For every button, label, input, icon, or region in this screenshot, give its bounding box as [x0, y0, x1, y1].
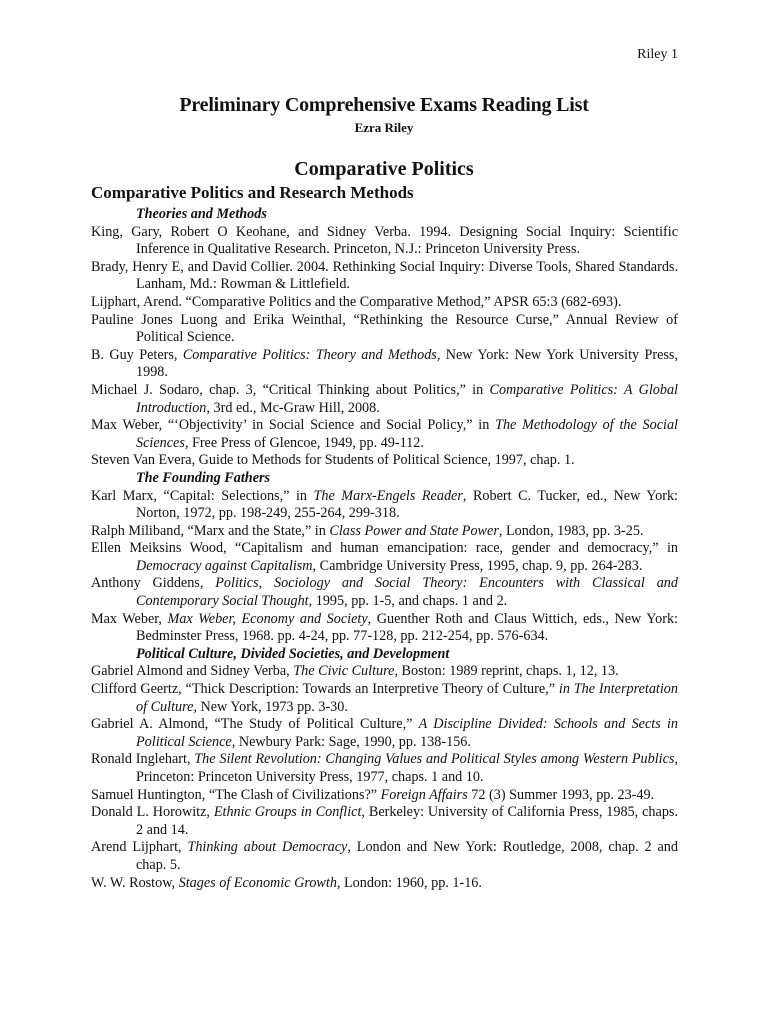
section-heading: Comparative Politics	[294, 158, 474, 180]
citation-text: King, Gary, Robert O Keohane, and Sidney Verba. 1994. Designing Social Inquiry: Scientific Inference in Qualitative Research. Princeton, N.J.: Princeton University Press.	[91, 223, 678, 258]
topic-heading: The Founding Fathers	[136, 469, 271, 486]
citation-title: in The Interpretation of Culture	[136, 681, 678, 715]
citation-entry	[91, 259, 678, 294]
citation-title: Comparative Politics: A Global Introduction	[136, 381, 678, 416]
citation-entry	[91, 751, 678, 786]
citation-title: Foreign Affairs	[380, 786, 468, 803]
citation-text: B. Guy Peters,	[91, 346, 183, 363]
citation-text: , London, 1983, pp. 3-25.	[498, 522, 644, 539]
citation-title: The Silent Revolution: Changing Values and Political Styles among Western Publics	[194, 751, 675, 768]
citation-text: , New York, 1973 pp. 3-30.	[193, 698, 348, 715]
citation-entry	[91, 716, 678, 751]
topic-heading: Political Culture, Divided Societies, and Development	[136, 645, 450, 662]
subsection-heading: Comparative Politics and Research Methods	[91, 183, 414, 202]
citation-entry	[91, 488, 678, 523]
citation-text: Donald L. Horowitz,	[91, 804, 214, 821]
citation-text: , Robert C. Tucker, ed., New York: Norton, 1972, pp. 198-249, 255-264, 299-318.	[136, 487, 678, 522]
citation-title: Democracy against Capitalism	[136, 557, 313, 574]
citation-text: Gabriel A. Almond, “The Study of Political Culture,”	[91, 716, 419, 733]
citation-title: Thinking about Democracy	[187, 839, 348, 856]
citation-title: Comparative Politics: Theory and Methods	[182, 346, 437, 363]
citation-entry	[91, 452, 678, 470]
page-number: Riley 1	[637, 47, 678, 62]
citation-entry	[91, 663, 678, 681]
citation-text: Michael J. Sodaro, chap. 3, “Critical Thinking about Politics,” in	[91, 381, 490, 398]
reading-list	[91, 206, 678, 892]
citation-entry	[91, 312, 678, 347]
citation-entry	[91, 224, 678, 259]
document-title: Preliminary Comprehensive Exams Reading List	[179, 94, 589, 116]
citation-entry	[91, 523, 678, 541]
citation-text: Ralph Miliband, “Marx and the State,” in	[91, 522, 330, 539]
citation-text: 72 (3) Summer 1993, pp. 23-49.	[467, 786, 655, 803]
citation-title: The Civic Culture	[293, 663, 395, 680]
citation-text: Brady, Henry E, and David Collier. 2004. Rethinking Social Inquiry: Diverse Tools, Shared Standards. Lanham, Md.: Rowman & Littlefield.	[91, 258, 678, 293]
citation-title: Max Weber, Economy and Society	[167, 610, 368, 627]
citation-text: Max Weber,	[91, 610, 168, 627]
citation-text: , Princeton: Princeton University Press, 1977, chaps. 1 and 10.	[136, 751, 678, 785]
citation-text: W. W. Rostow,	[91, 874, 179, 891]
citation-title: Politics, Sociology and Social Theory: Encounters with Classical and Contemporary Social Thought	[136, 575, 678, 610]
citation-entry	[91, 347, 678, 382]
citation-text: Lijphart, Arend. “Comparative Politics and the Comparative Method,” APSR 65:3 (682-693).	[91, 293, 622, 310]
citation-text: , London: 1960, pp. 1-16.	[336, 874, 482, 891]
citation-entry	[91, 575, 678, 610]
citation-text: , Boston: 1989 reprint, chaps. 1, 12, 13.	[394, 663, 619, 680]
citation-text: , London and New York: Routledge, 2008, chap. 2 and chap. 5.	[136, 839, 678, 873]
topic-heading: Theories and Methods	[136, 206, 267, 222]
citation-text: Karl Marx, “Capital: Selections,” in	[91, 487, 314, 504]
citation-text: Clifford Geertz, “Thick Description: Towards an Interpretive Theory of Culture,”	[91, 681, 559, 698]
citation-entry	[91, 540, 678, 575]
citation-title: The Marx-Engels Reader	[313, 487, 463, 504]
citation-text: Ronald Inglehart,	[91, 751, 195, 768]
citation-title: Class Power and State Power	[329, 522, 499, 539]
citation-text: Ellen Meiksins Wood, “Capitalism and human emancipation: race, gender and democracy,” in	[91, 540, 678, 557]
citation-title: Stages of Economic Growth	[178, 874, 337, 891]
citation-text: Max Weber, “‘Objectivity’ in Social Science and Social Policy,” in	[91, 417, 496, 434]
citation-entry	[91, 681, 678, 716]
citation-text: Arend Lijphart,	[91, 839, 188, 856]
citation-text: Pauline Jones Luong and Erika Weinthal, “Rethinking the Resource Curse,” Annual Review of Political Science.	[91, 311, 678, 346]
citation-entry	[91, 875, 678, 893]
citation-text: , 3rd ed., Mc-Graw Hill, 2008.	[206, 399, 380, 416]
citation-entry	[91, 787, 678, 805]
author-name: Ezra Riley	[354, 120, 414, 135]
citation-text: , 1995, pp. 1-5, and chaps. 1 and 2.	[308, 593, 508, 610]
citation-text: , New York: New York University Press, 1998.	[136, 346, 678, 381]
citation-entry	[91, 839, 678, 874]
citation-text: , Free Press of Glencoe, 1949, pp. 49-112.	[184, 434, 424, 451]
citation-entry	[91, 804, 678, 839]
citation-entry	[91, 611, 678, 646]
citation-entry	[91, 382, 678, 417]
citation-text: , Berkeley: University of California Press, 1985, chaps. 2 and 14.	[136, 804, 678, 838]
citation-entry	[91, 417, 678, 452]
citation-text: , Guenther Roth and Claus Wittich, eds., New York: Bedminster Press, 1968. pp. 4-24, pp. 77-128, pp. 212-254, pp. 576-634.	[136, 610, 678, 645]
citation-title: A Discipline Divided: Schools and Sects in Political Science	[136, 716, 678, 750]
citation-text: Gabriel Almond and Sidney Verba,	[91, 663, 294, 680]
citation-text: , Newbury Park: Sage, 1990, pp. 138-156.	[231, 733, 471, 750]
citation-text: Steven Van Evera, Guide to Methods for Students of Political Science, 1997, chap. 1.	[91, 452, 575, 469]
citation-text: Anthony Giddens,	[91, 575, 216, 592]
citation-title: Ethnic Groups in Conflict	[213, 804, 362, 821]
citation-title: The Methodology of the Social Sciences	[136, 417, 678, 451]
citation-text: Samuel Huntington, “The Clash of Civilizations?”	[91, 786, 381, 803]
citation-text: , Cambridge University Press, 1995, chap. 9, pp. 264-283.	[312, 557, 643, 574]
citation-entry	[91, 294, 678, 312]
